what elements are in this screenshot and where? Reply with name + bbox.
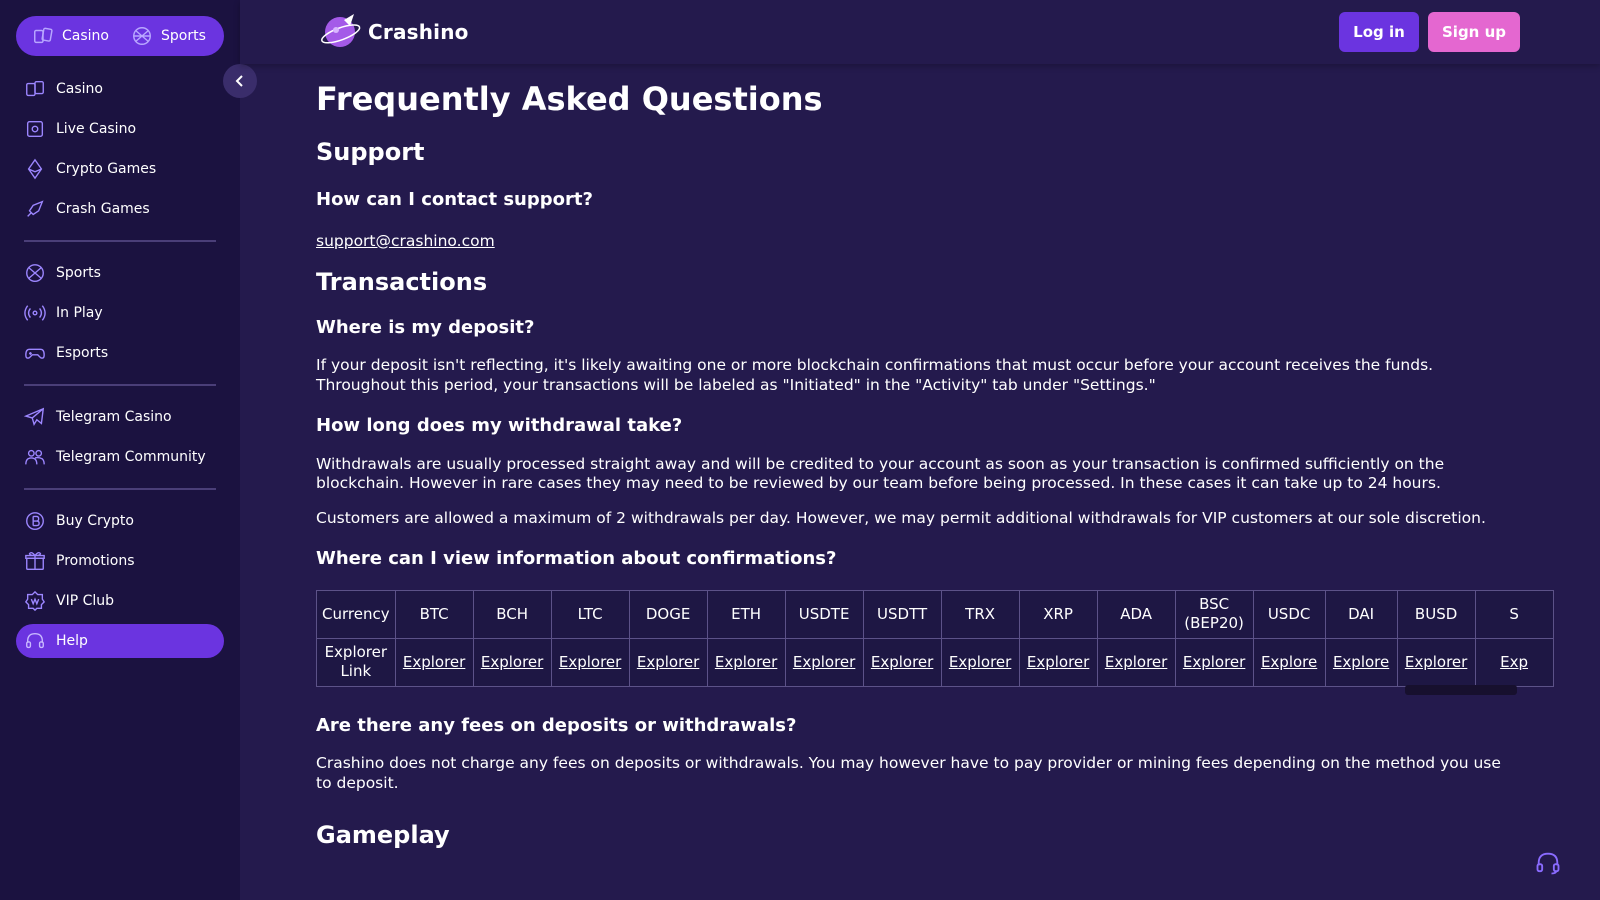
currency-cell: LTC [551, 590, 629, 638]
sports-ball-icon [24, 262, 46, 284]
rocket-planet-logo-icon [318, 10, 362, 54]
sidebar-item-label: Sports [56, 265, 101, 281]
bitcoin-icon [24, 510, 46, 532]
support-email-link[interactable]: support@crashino.com [316, 231, 495, 250]
currency-cell: S [1475, 590, 1553, 638]
question-confirmations: Where can I view information about confirmations? [316, 548, 837, 570]
sidebar-item-label: VIP Club [56, 593, 115, 609]
question-contact-support: How can I contact support? [316, 189, 593, 211]
table-row [317, 590, 1554, 638]
sidebar-divider [24, 384, 216, 386]
explorer-link[interactable]: Explorer [870, 652, 934, 671]
explorer-link[interactable]: Explorer [948, 652, 1012, 671]
currency-cell: ETH [707, 590, 785, 638]
explorer-cell [473, 638, 551, 686]
explorer-cell [1019, 638, 1097, 686]
explorer-link[interactable]: Explorer [480, 652, 544, 671]
explorer-cell [629, 638, 707, 686]
explorer-link[interactable]: Explore [1260, 652, 1318, 671]
explorer-link[interactable]: Explorer [1182, 652, 1246, 671]
currency-cell: ADA [1097, 590, 1175, 638]
collapse-sidebar-button[interactable] [223, 64, 257, 98]
explorer-link[interactable]: Explorer [636, 652, 700, 671]
sidebar-item-label: Live Casino [56, 121, 137, 137]
sidebar-item-telegram-community[interactable] [16, 440, 224, 474]
signup-button[interactable]: Sign up [1428, 12, 1520, 52]
sidebar-item-label: Telegram Casino [56, 409, 172, 425]
login-button[interactable]: Log in [1339, 12, 1419, 52]
sidebar-item-label: Buy Crypto [56, 513, 134, 529]
explorer-link[interactable]: Explore [1332, 652, 1390, 671]
question-where-deposit: Where is my deposit? [316, 316, 535, 338]
sidebar-item-telegram-casino[interactable] [16, 400, 224, 434]
explorer-cell [395, 638, 473, 686]
explorer-link[interactable]: Explorer [402, 652, 466, 671]
currency-cell: BTC [395, 590, 473, 638]
faq-content [316, 80, 1529, 850]
section-heading-support: Support [316, 138, 425, 167]
casino-sports-toggle [16, 16, 224, 56]
explorer-link[interactable]: Explorer [714, 652, 778, 671]
sidebar-item-live-casino[interactable] [16, 112, 224, 146]
casino-icon [24, 78, 46, 100]
sidebar-item-buy-crypto[interactable] [16, 504, 224, 538]
sidebar-item-label: Help [56, 633, 88, 649]
chevron-left-icon [233, 74, 247, 88]
explorer-link[interactable]: Explorer [1104, 652, 1168, 671]
sidebar-item-label: Telegram Community [56, 449, 206, 465]
currency-cell: BSC (BEP20) [1175, 590, 1253, 638]
gamepad-icon [24, 342, 46, 364]
crypto-games-icon [24, 158, 46, 180]
section-heading-gameplay: Gameplay [316, 821, 450, 850]
confirmations-table [316, 590, 1554, 687]
sidebar-item-help[interactable] [16, 624, 224, 658]
explorer-cell [785, 638, 863, 686]
sidebar-item-label: Esports [56, 345, 109, 361]
explorer-link[interactable]: Explorer [792, 652, 856, 671]
explorer-cell [707, 638, 785, 686]
brand-name: Crashino [368, 20, 469, 44]
answer-withdrawal-limit: Customers are allowed a maximum of 2 withdrawals per day. However, we may permit additional withdrawals for VIP customers at our sole discretion. [316, 508, 1486, 527]
sidebar-divider [24, 240, 216, 242]
table-header-cell: Explorer Link [317, 638, 396, 686]
currency-cell: USDTE [785, 590, 863, 638]
sidebar-item-in-play[interactable] [16, 296, 224, 330]
explorer-cell [1475, 638, 1553, 686]
explorer-cell [941, 638, 1019, 686]
currency-cell: BUSD [1397, 590, 1475, 638]
explorer-cell [1175, 638, 1253, 686]
question-fees: Are there any fees on deposits or withdrawals? [316, 714, 797, 736]
answer-where-deposit: If your deposit isn't reflecting, it's likely awaiting one or more blockchain confirmations that must occur before your account receives the funds. Throughout this period, your transactions will be labeled as "Initiated" in the "Activity" tab under "Settings." [316, 356, 1434, 394]
sports-ball-icon [131, 25, 153, 47]
broadcast-icon [24, 302, 46, 324]
crash-games-icon [24, 198, 46, 220]
sidebar-item-crash-games[interactable] [16, 192, 224, 226]
brand-logo[interactable] [318, 10, 469, 54]
question-withdrawal-time: How long does my withdrawal take? [316, 415, 683, 437]
telegram-icon [24, 406, 46, 428]
currency-cell: XRP [1019, 590, 1097, 638]
currency-cell: DOGE [629, 590, 707, 638]
currency-cell: USDC [1253, 590, 1325, 638]
live-casino-icon [24, 118, 46, 140]
explorer-link[interactable]: Explorer [558, 652, 622, 671]
sidebar-item-label: Casino [56, 81, 103, 97]
sidebar-item-label: Crash Games [56, 201, 150, 217]
sidebar-item-crypto-games[interactable] [16, 152, 224, 186]
sidebar-item-esports[interactable] [16, 336, 224, 370]
answer-withdrawal-time: Withdrawals are usually processed straight away and will be credited to your account as soon as your transaction is confirmed sufficiently on the blockchain. However in rare cases they may need to be reviewed by our team before being processed. In these cases it can take up to 24 hours. [316, 454, 1445, 493]
explorer-cell [551, 638, 629, 686]
answer-fees: Crashino does not charge any fees on deposits or withdrawals. You may however have to pay provider or mining fees depending on the method you use to deposit. [316, 754, 1501, 792]
page-title: Frequently Asked Questions [316, 80, 823, 118]
sidebar-nav [16, 72, 224, 664]
explorer-cell [1397, 638, 1475, 686]
table-row [317, 638, 1554, 686]
explorer-link[interactable]: Exp [1500, 652, 1529, 671]
casino-icon [32, 25, 54, 47]
currency-cell: TRX [941, 590, 1019, 638]
explorer-cell [863, 638, 941, 686]
toggle-sports-label: Sports [160, 28, 206, 44]
explorer-link[interactable]: Explorer [1026, 652, 1090, 671]
sidebar-item-label: In Play [56, 305, 103, 321]
sidebar-item-label: Promotions [56, 553, 135, 569]
toggle-casino-label: Casino [62, 28, 109, 44]
support-chat-headset-icon[interactable] [1534, 849, 1562, 877]
currency-cell: BCH [473, 590, 551, 638]
currency-cell: USDTT [863, 590, 941, 638]
sidebar-item-label: Crypto Games [56, 161, 157, 177]
explorer-cell [1253, 638, 1325, 686]
sidebar-divider [24, 488, 216, 490]
headset-icon [24, 630, 46, 652]
vip-badge-icon [24, 590, 46, 612]
confirmations-table-scroll[interactable] [316, 590, 1529, 687]
community-icon [24, 446, 46, 468]
explorer-cell [1097, 638, 1175, 686]
toggle-casino[interactable] [24, 20, 117, 52]
toggle-sports[interactable] [123, 20, 214, 52]
section-heading-transactions: Transactions [316, 267, 488, 296]
sidebar-item-vip-club[interactable] [16, 584, 224, 618]
table-scrollbar[interactable] [1405, 685, 1517, 695]
explorer-link[interactable]: Explorer [1404, 652, 1468, 671]
sidebar-item-casino[interactable] [16, 72, 224, 106]
explorer-cell [1325, 638, 1397, 686]
sidebar-item-promotions[interactable] [16, 544, 224, 578]
table-header-cell: Currency [317, 590, 396, 638]
top-header [240, 0, 1600, 64]
sidebar-item-sports[interactable] [16, 256, 224, 290]
gift-icon [24, 550, 46, 572]
currency-cell: DAI [1325, 590, 1397, 638]
sidebar [0, 0, 240, 900]
